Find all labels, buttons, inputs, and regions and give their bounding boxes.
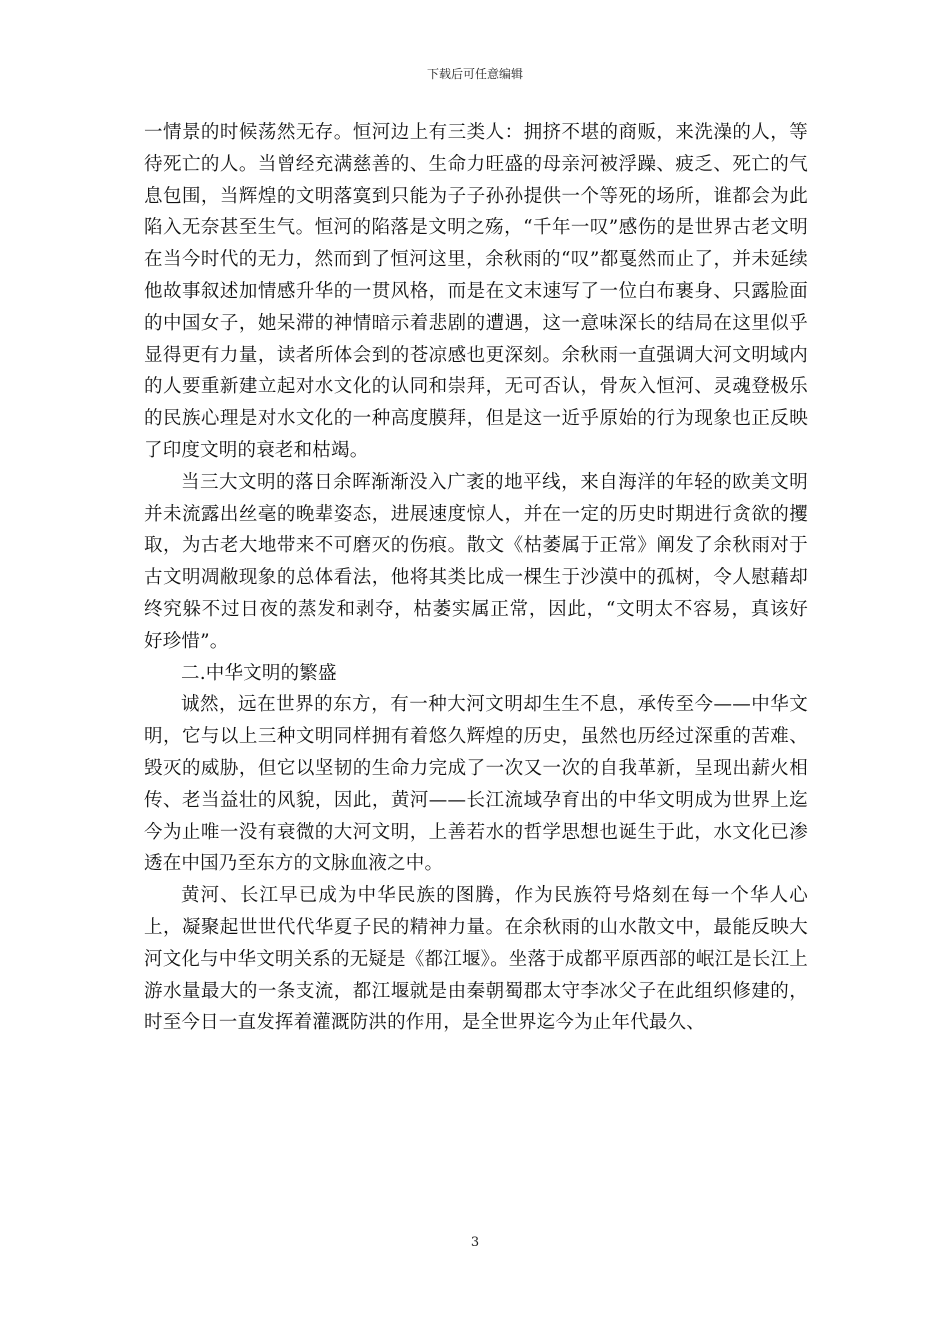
section-heading-chinese-civilization: 二.中华文明的繁盛 (181, 662, 337, 684)
page-number: 3 (470, 1235, 480, 1250)
page-header: 下载后可任意编辑 (426, 67, 523, 81)
paragraph-ganges-continued: 一情景的时候荡然无存。恒河边上有三类人：拥挤不堪的商贩，来洗澡的人，等待死亡的人。当曾经充满慈善的、生命力旺盛的母亲河被浮躁、疲乏、死亡的气息包围，当辉煌的文明落寞到只能为子子孙孙提供一个等死的场所，谁都会为此陷入无奈甚至生气。恒河的陷落是文明之殇，“千年一叹”感伤的是世界古老文明在当今时代的无力，然而到了恒河这里，余秋雨的“叹”都戛然而止了，并未延续他故事叙述加情感升华的一贯风格，而是在文末速写了一位白布裹身、只露脸面的中国女子，她呆滞的神情暗示着悲剧的遭遇，这一意味深长的结局在这里似乎显得更有力量，读者所体会到的苍凉感也更深刻。余秋雨一直强调大河文明域内的人要重新建立起对水文化的认同和崇拜，无可否认，骨灰入恒河、灵魂登极乐的民族心理是对水文化的一种高度膜拜，但是这一近乎原始的行为现象也正反映了印度文明的衰老和枯竭。 (144, 122, 808, 461)
paragraph-dujiangyan: 黄河、长江早已成为中华民族的图腾，作为民族符号烙刻在每一个华人心上，凝聚起世世代代华夏子民的精神力量。在余秋雨的山水散文中，最能反映大河文化与中华文明关系的无疑是《都江堰》。坐落于成都平原西部的岷江是长江上游水量最大的一条支流，都江堰就是由秦朝蜀郡太守李冰父子在此组织修建的，时至今日一直发挥着灌溉防洪的作用，是全世界迄今为止年代最久、 (144, 885, 808, 1034)
paragraph-chinese-civilization: 诚然，远在世界的东方，有一种大河文明却生生不息，承传至今——中华文明，它与以上三种文明同样拥有着悠久辉煌的历史，虽然也历经过深重的苦难、毁灭的威胁，但它以坚韧的生命力完成了一次又一次的自我革新，呈现出薪火相传、老当益壮的风貌，因此，黄河——长江流域孕育出的中华文明成为世界上迄今为止唯一没有衰微的大河文明，上善若水的哲学思想也诞生于此，水文化已渗透在中国乃至东方的文脉血液之中。 (144, 694, 808, 875)
body-text (144, 117, 808, 1039)
paragraph-western-civilization: 当三大文明的落日余晖渐渐没入广袤的地平线，来自海洋的年轻的欧美文明并未流露出丝毫的晚辈姿态，进展速度惊人，并在一定的历史时期进行贪欲的攫取，为古老大地带来不可磨灭的伤痕。散文《枯萎属于正常》阐发了余秋雨对于古文明凋敝现象的总体看法，他将其类比成一棵生于沙漠中的孤树，令人慰藉却终究躲不过日夜的蒸发和剥夺，枯萎实属正常，因此，“文明太不容易，真该好好珍惜”。 (144, 471, 808, 652)
